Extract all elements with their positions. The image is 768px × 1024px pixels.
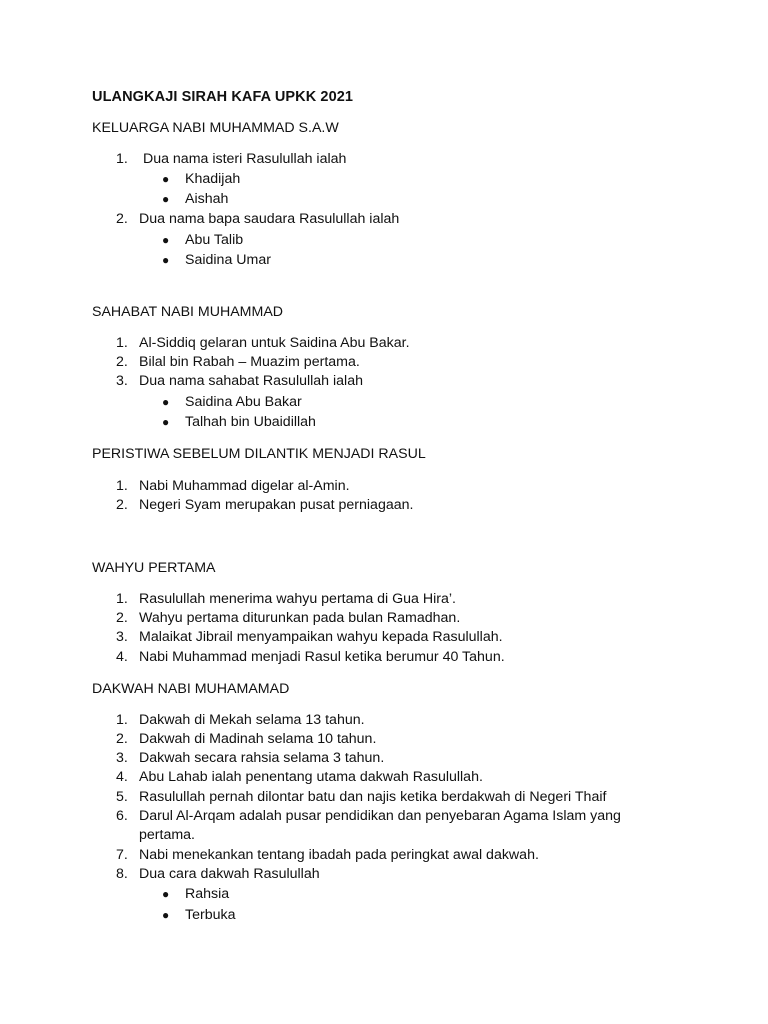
bullet-icon: ●	[162, 415, 170, 429]
section-heading-keluarga: KELUARGA NABI MUHAMMAD S.A.W	[92, 120, 339, 136]
item-number: 2.	[116, 731, 128, 747]
item-number: 3.	[116, 629, 128, 645]
section-heading-wahyu: WAHYU PERTAMA	[92, 560, 216, 576]
item-text: pertama.	[139, 827, 195, 843]
bullet-text: Rahsia	[185, 886, 230, 902]
section-heading-dakwah: DAKWAH NABI MUHAMAMAD	[92, 681, 290, 697]
item-text: Abu Lahab ialah penentang utama dakwah Rasulullah.	[139, 769, 483, 785]
item-number: 3.	[116, 373, 128, 389]
bullet-text: Saidina Abu Bakar	[185, 394, 302, 410]
item-number: 6.	[116, 808, 128, 824]
item-number: 7.	[116, 847, 128, 863]
bullet-icon: ●	[162, 395, 170, 409]
item-number: 1.	[116, 478, 128, 494]
item-number: 8.	[116, 866, 128, 882]
item-text: Bilal bin Rabah – Muazim pertama.	[139, 354, 360, 370]
bullet-text: Saidina Umar	[185, 252, 271, 268]
item-text: Nabi menekankan tentang ibadah pada peringkat awal dakwah.	[139, 847, 539, 863]
item-text: Darul Al-Arqam adalah pusar pendidikan dan penyebaran Agama Islam yang	[139, 808, 621, 824]
bullet-text: Talhah bin Ubaidillah	[185, 414, 316, 430]
item-text: Dua nama sahabat Rasulullah ialah	[139, 373, 363, 389]
item-text: Nabi Muhammad digelar al-Amin.	[139, 478, 350, 494]
item-text: Nabi Muhammad menjadi Rasul ketika berumur 40 Tahun.	[139, 649, 505, 665]
section-heading-peristiwa: PERISTIWA SEBELUM DILANTIK MENJADI RASUL	[92, 446, 426, 462]
item-number: 5.	[116, 789, 128, 805]
item-text: Malaikat Jibrail menyampaikan wahyu kepada Rasulullah.	[139, 629, 503, 645]
item-text: Al-Siddiq gelaran untuk Saidina Abu Bakar.	[139, 335, 410, 351]
item-number: 1.	[116, 151, 128, 167]
item-number: 3.	[116, 750, 128, 766]
bullet-icon: ●	[162, 908, 170, 922]
bullet-text: Aishah	[185, 191, 229, 207]
item-number: 4.	[116, 649, 128, 665]
item-number: 2.	[116, 610, 128, 626]
item-text: Negeri Syam merupakan pusat perniagaan.	[139, 497, 414, 513]
item-number: 2.	[116, 354, 128, 370]
item-number: 4.	[116, 769, 128, 785]
item-text: Dakwah secara rahsia selama 3 tahun.	[139, 750, 385, 766]
item-text: Dakwah di Mekah selama 13 tahun.	[139, 712, 365, 728]
bullet-icon: ●	[162, 253, 170, 267]
document-title: ULANGKAJI SIRAH KAFA UPKK 2021	[92, 89, 354, 105]
bullet-text: Terbuka	[185, 907, 236, 923]
item-text: Dua nama bapa saudara Rasulullah ialah	[139, 211, 400, 227]
bullet-icon: ●	[162, 172, 170, 186]
bullet-icon: ●	[162, 192, 170, 206]
item-text: Wahyu pertama diturunkan pada bulan Ramadhan.	[139, 610, 461, 626]
item-text: Dua nama isteri Rasulullah ialah	[139, 151, 347, 167]
item-text: Dua cara dakwah Rasulullah	[139, 866, 320, 882]
bullet-icon: ●	[162, 887, 170, 901]
bullet-icon: ●	[162, 233, 170, 247]
item-number: 2.	[116, 211, 128, 227]
item-number: 1.	[116, 591, 128, 607]
item-text: Rasulullah pernah dilontar batu dan najis ketika berdakwah di Negeri Thaif	[139, 789, 607, 805]
item-text: Dakwah di Madinah selama 10 tahun.	[139, 731, 377, 747]
item-text: Rasulullah menerima wahyu pertama di Gua Hira’.	[139, 591, 456, 607]
bullet-text: Khadijah	[185, 171, 241, 187]
item-number: 1.	[116, 712, 128, 728]
item-number: 2.	[116, 497, 128, 513]
section-heading-sahabat: SAHABAT NABI MUHAMMAD	[92, 304, 284, 320]
bullet-text: Abu Talib	[185, 232, 244, 248]
item-number: 1.	[116, 335, 128, 351]
